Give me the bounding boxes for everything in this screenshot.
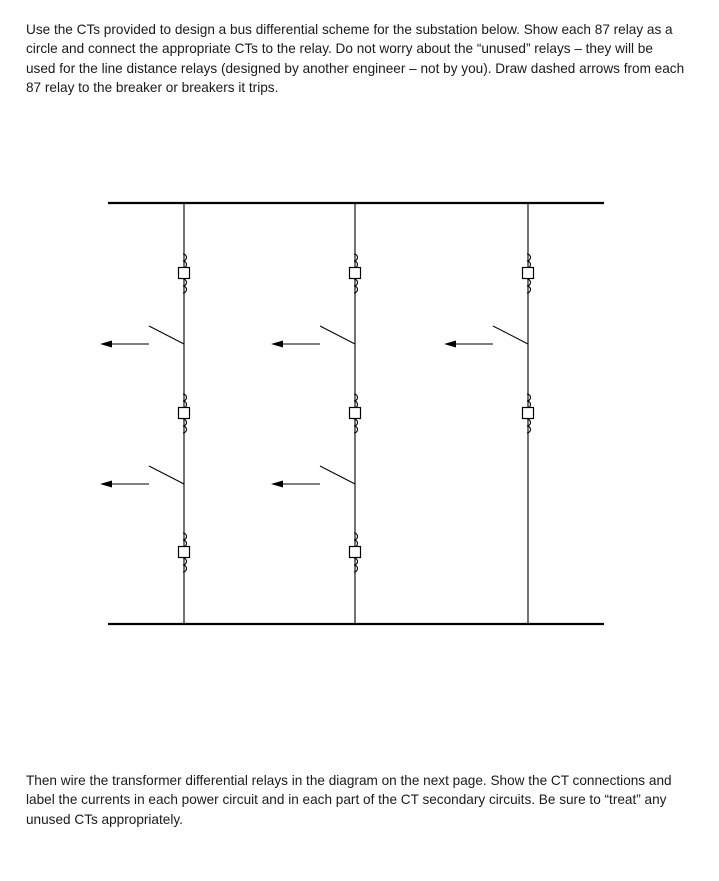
intro-instructions: Use the CTs provided to design a bus differential scheme for the substation below. Show each 87 relay as a circle and connect the appropriate CTs to the relay. Do not worry about the “unused” relays – they will be used for the line distance relays (designed by another engineer – not by you). Draw dashed arrows from each 87 relay to the breaker or breakers it trips. [26, 22, 685, 95]
outro-instructions: Then wire the transformer differential relays in the diagram on the next page. Show the CT connections and label the currents in each power circuit and in each part of the CT secondary circuits. Be sure to “treat” any unused CTs appropriately. [26, 773, 672, 827]
bay-3 [444, 203, 534, 624]
bay-1 [100, 203, 190, 624]
line-tap-3a [444, 326, 528, 348]
bay-2 [271, 203, 361, 624]
line-tap-2b [271, 466, 355, 488]
line-tap-1a [100, 326, 184, 348]
line-tap-1b [100, 466, 184, 488]
line-tap-2a [271, 326, 355, 348]
